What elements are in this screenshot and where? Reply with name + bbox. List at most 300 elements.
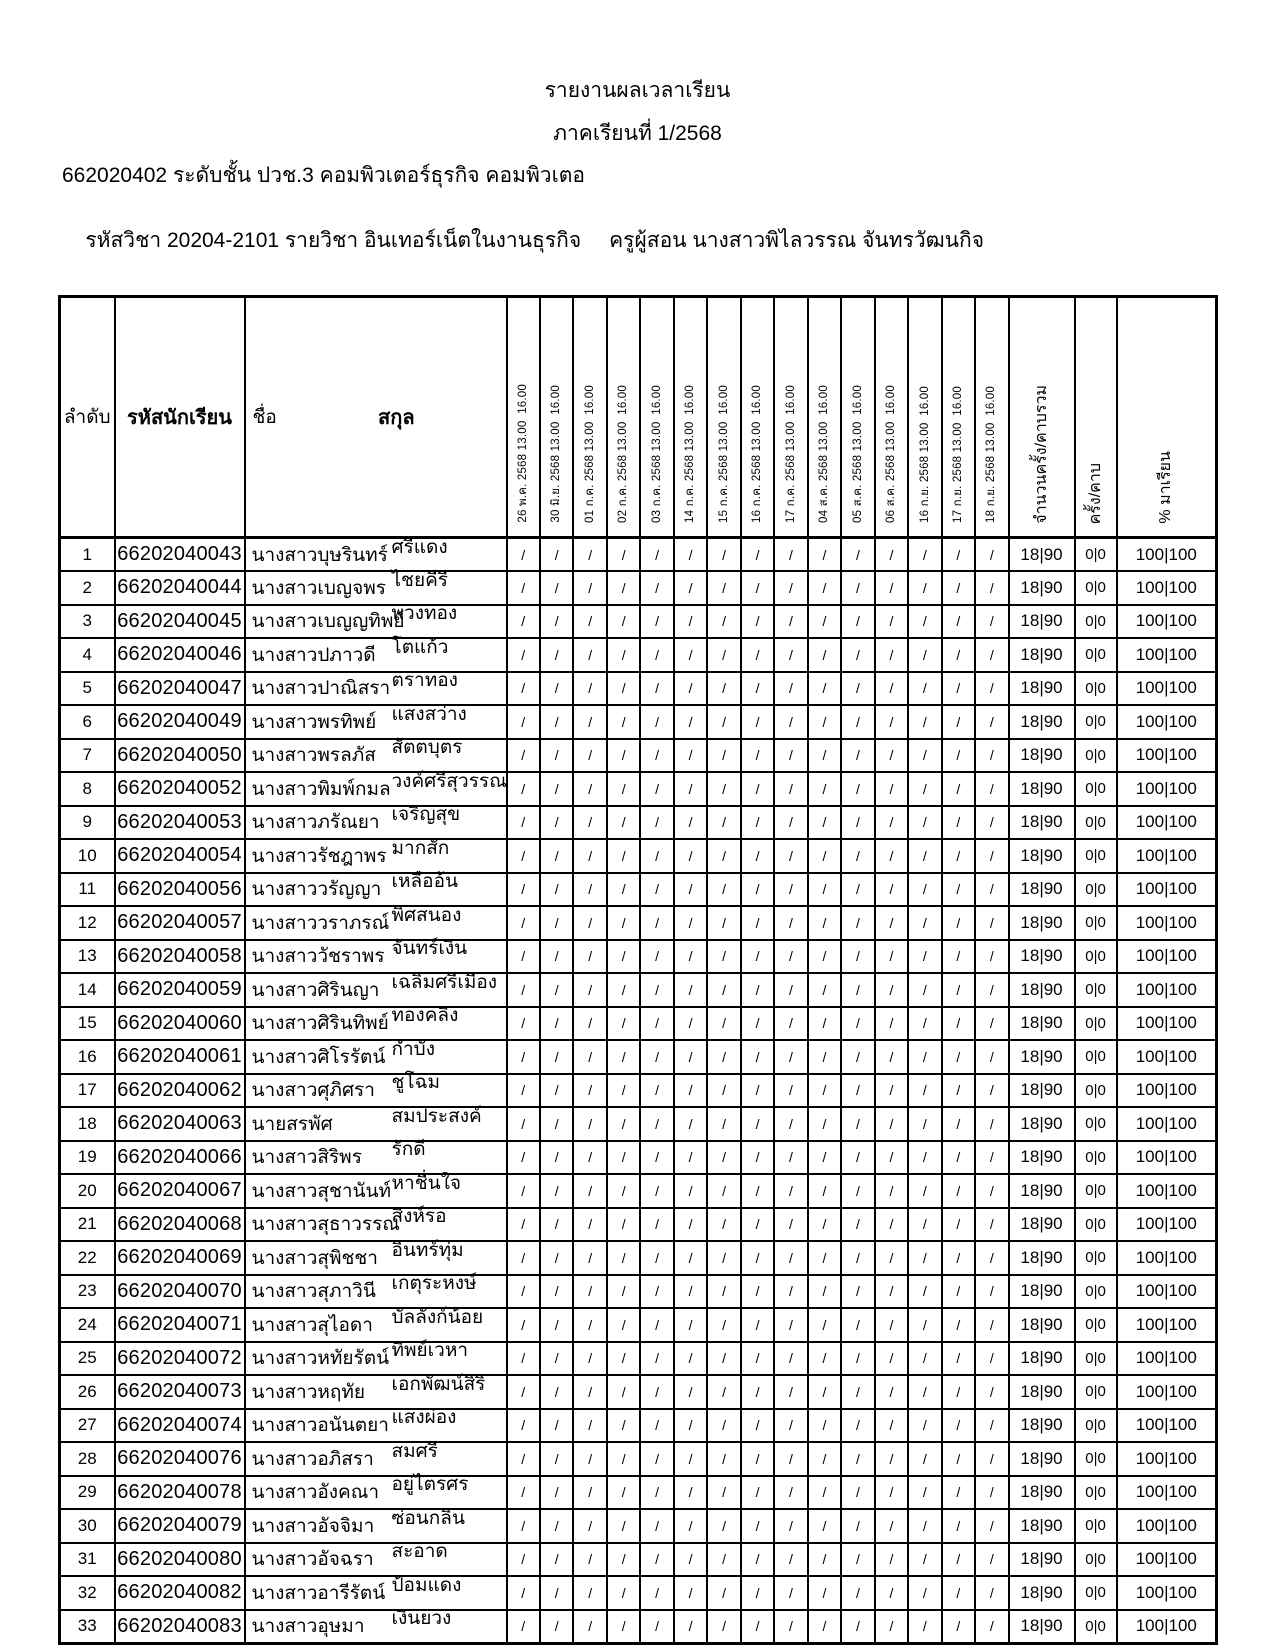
attendance-mark: / [875,906,908,940]
attendance-mark: / [841,1308,874,1342]
absent-count: 0|0 [1075,605,1117,639]
attendance-mark: / [607,538,640,572]
attendance-mark: / [975,839,1008,873]
table-row [60,906,1217,940]
attendance-mark: / [908,571,941,605]
attendance-mark: / [607,1409,640,1443]
attendance-mark: / [975,1442,1008,1476]
last-name: ชูโฉม [391,1072,441,1094]
first-name: นางสาวพรลภัส [251,745,376,767]
absent-count: 0|0 [1075,839,1117,873]
attendance-mark: / [942,1610,975,1644]
first-name: นางสาวสิริพร [251,1147,362,1169]
attendance-mark: / [808,1007,841,1041]
last-name: วงค์ศรีสุวรรณ [391,770,507,792]
total-count: 18|90 [1009,1174,1075,1208]
attendance-mark: / [674,1141,707,1175]
attendance-mark: / [774,940,807,974]
attendance-mark: / [540,1610,573,1644]
attendance-percent: 100|100 [1117,806,1217,840]
first-name: นางสาวปภาวดี [251,644,376,666]
table-row [60,1342,1217,1376]
attendance-mark: / [908,1375,941,1409]
attendance-mark: / [975,571,1008,605]
student-name [245,940,507,974]
row-number: 14 [60,973,115,1007]
attendance-mark: / [640,1275,673,1309]
attendance-mark: / [540,538,573,572]
total-count: 18|90 [1009,605,1075,639]
attendance-mark: / [573,1543,606,1577]
absent-count: 0|0 [1075,1040,1117,1074]
attendance-mark: / [507,1208,540,1242]
attendance-mark: / [875,1409,908,1443]
attendance-mark: / [774,605,807,639]
attendance-mark: / [607,672,640,706]
student-name [245,705,507,739]
attendance-mark: / [908,638,941,672]
attendance-mark: / [674,1409,707,1443]
last-name: สมศรี [391,1440,438,1462]
attendance-mark: / [640,1241,673,1275]
first-name: นางสาวสุพิชชา [251,1247,378,1269]
date-header-label: 26 พ.ค. 2568 13.00 16.00 [516,384,529,523]
student-name [245,1476,507,1510]
last-name: เจริญสุข [391,804,461,826]
date-header-label: 30 มิ.ย. 2568 13.00 16.00 [550,385,563,523]
attendance-mark: / [707,1007,740,1041]
first-name: นางสาวศิรินญา [251,979,380,1001]
attendance-mark: / [841,672,874,706]
attendance-mark: / [908,1342,941,1376]
student-name [245,873,507,907]
attendance-mark: / [507,1375,540,1409]
first-name: นางสาวพรทิพย์ [251,711,377,733]
attendance-mark: / [640,1509,673,1543]
attendance-mark: / [607,1107,640,1141]
attendance-mark: / [942,605,975,639]
attendance-mark: / [573,806,606,840]
attendance-mark: / [908,1275,941,1309]
attendance-mark: / [674,1074,707,1108]
table-row [60,672,1217,706]
absent-count: 0|0 [1075,906,1117,940]
attendance-mark: / [640,1610,673,1644]
row-number: 12 [60,906,115,940]
attendance-mark: / [640,839,673,873]
attendance-mark: / [908,772,941,806]
attendance-mark: / [741,739,774,773]
attendance-mark: / [640,1040,673,1074]
absent-count: 0|0 [1075,1610,1117,1644]
student-name [245,1275,507,1309]
attendance-mark: / [841,1007,874,1041]
attendance-mark: / [607,1040,640,1074]
attendance-mark: / [975,1610,1008,1644]
col-no-label: ลำดับ [63,407,111,428]
col-date-12 [875,297,908,538]
attendance-mark: / [507,1174,540,1208]
col-name [245,297,507,538]
attendance-mark: / [507,672,540,706]
attendance-mark: / [674,1007,707,1041]
first-name: นางสาวรัชฎาพร [251,845,387,867]
absent-count: 0|0 [1075,940,1117,974]
attendance-mark: / [507,1543,540,1577]
student-name [245,1509,507,1543]
attendance-mark: / [540,1208,573,1242]
attendance-percent: 100|100 [1117,839,1217,873]
attendance-mark: / [707,1576,740,1610]
attendance-mark: / [573,839,606,873]
attendance-mark: / [808,873,841,907]
attendance-mark: / [540,873,573,907]
attendance-mark: / [607,1509,640,1543]
last-name: บัลลังก์น้อย [391,1306,484,1328]
attendance-mark: / [875,1476,908,1510]
student-name [245,1308,507,1342]
attendance-mark: / [774,1409,807,1443]
student-id: 66202040072 [115,1342,245,1376]
student-id: 66202040046 [115,638,245,672]
col-last-name-label: สกุล [378,407,415,429]
attendance-mark: / [640,571,673,605]
absent-count: 0|0 [1075,1342,1117,1376]
attendance-mark: / [774,1375,807,1409]
course-info-line [62,200,1275,281]
attendance-mark: / [640,1141,673,1175]
attendance-mark: / [640,1208,673,1242]
attendance-mark: / [942,1409,975,1443]
attendance-mark: / [540,672,573,706]
attendance-mark: / [875,1074,908,1108]
attendance-percent: 100|100 [1117,739,1217,773]
student-id: 66202040067 [115,1174,245,1208]
attendance-mark: / [841,873,874,907]
last-name: พิศสนอง [391,904,462,926]
date-header-label: 17 ก.ค. 2568 13.00 16.00 [784,385,797,523]
first-name: นางสาวศุภิศรา [251,1080,375,1102]
attendance-mark: / [975,1074,1008,1108]
table-row [60,1610,1217,1644]
col-date-14 [942,297,975,538]
attendance-mark: / [741,940,774,974]
attendance-mark: / [640,1375,673,1409]
row-number: 8 [60,772,115,806]
attendance-mark: / [875,1241,908,1275]
attendance-mark: / [975,672,1008,706]
total-count: 18|90 [1009,1409,1075,1443]
absent-count: 0|0 [1075,1442,1117,1476]
table-row [60,1442,1217,1476]
attendance-mark: / [975,1375,1008,1409]
attendance-mark: / [540,739,573,773]
attendance-mark: / [875,1610,908,1644]
attendance-mark: / [942,672,975,706]
attendance-mark: / [707,1442,740,1476]
table-row [60,1275,1217,1309]
attendance-mark: / [674,1308,707,1342]
attendance-mark: / [741,638,774,672]
attendance-mark: / [875,1275,908,1309]
attendance-mark: / [942,906,975,940]
attendance-mark: / [908,1576,941,1610]
last-name: ป้อมแดง [391,1574,462,1596]
attendance-mark: / [975,1409,1008,1443]
attendance-mark: / [741,1375,774,1409]
last-name: แสงสว่าง [391,703,467,725]
attendance-percent: 100|100 [1117,1342,1217,1376]
attendance-mark: / [707,1107,740,1141]
attendance-mark: / [975,1174,1008,1208]
row-number: 21 [60,1208,115,1242]
attendance-mark: / [674,1208,707,1242]
attendance-mark: / [741,973,774,1007]
attendance-mark: / [573,1610,606,1644]
col-date-13 [908,297,941,538]
attendance-mark: / [573,672,606,706]
attendance-mark: / [975,538,1008,572]
attendance-mark: / [573,739,606,773]
attendance-mark: / [607,973,640,1007]
attendance-mark: / [507,605,540,639]
date-header-label: 16 ก.ย. 2568 13.00 16.00 [918,386,931,523]
attendance-mark: / [607,1476,640,1510]
attendance-mark: / [640,1107,673,1141]
attendance-mark: / [975,1007,1008,1041]
total-count: 18|90 [1009,1107,1075,1141]
attendance-mark: / [640,1576,673,1610]
attendance-mark: / [540,1442,573,1476]
attendance-mark: / [774,1241,807,1275]
absent-count: 0|0 [1075,1107,1117,1141]
attendance-mark: / [507,1275,540,1309]
attendance-mark: / [540,1040,573,1074]
total-count: 18|90 [1009,538,1075,572]
col-first-name-label: ชื่อ [252,407,277,428]
attendance-mark: / [841,1174,874,1208]
attendance-mark: / [808,1509,841,1543]
class-info-line: 662020402 ระดับชั้น ปวช.3 คอมพิวเตอร์ธุรกิจ คอมพิวเตอ [62,164,586,187]
attendance-mark: / [640,638,673,672]
attendance-percent: 100|100 [1117,1074,1217,1108]
absent-count: 0|0 [1075,1576,1117,1610]
attendance-mark: / [908,1476,941,1510]
attendance-mark: / [774,672,807,706]
attendance-percent: 100|100 [1117,571,1217,605]
student-id: 66202040071 [115,1308,245,1342]
attendance-mark: / [707,1375,740,1409]
attendance-mark: / [774,1107,807,1141]
attendance-mark: / [507,1040,540,1074]
attendance-mark: / [774,1576,807,1610]
attendance-mark: / [975,605,1008,639]
row-number: 6 [60,705,115,739]
attendance-mark: / [741,1141,774,1175]
attendance-mark: / [942,1141,975,1175]
attendance-mark: / [975,1576,1008,1610]
attendance-mark: / [875,638,908,672]
attendance-mark: / [908,672,941,706]
attendance-mark: / [674,906,707,940]
student-id: 66202040059 [115,973,245,1007]
attendance-mark: / [707,638,740,672]
attendance-mark: / [942,1241,975,1275]
attendance-mark: / [875,705,908,739]
attendance-mark: / [573,940,606,974]
last-name: ทิพย์เวหา [391,1340,469,1362]
attendance-mark: / [841,940,874,974]
semester-subtitle: ภาคเรียนที่ 1/2568 [553,122,722,145]
table-row [60,605,1217,639]
table-row [60,638,1217,672]
student-id: 66202040063 [115,1107,245,1141]
attendance-mark: / [640,705,673,739]
date-header-label: 05 ส.ค. 2568 13.00 16.00 [851,384,864,523]
attendance-mark: / [841,1208,874,1242]
attendance-mark: / [674,1543,707,1577]
first-name: นางสาวสุไอดา [251,1314,373,1336]
table-row [60,772,1217,806]
attendance-mark: / [774,1007,807,1041]
attendance-mark: / [674,1476,707,1510]
last-name: กำบัง [391,1038,436,1060]
attendance-mark: / [607,1308,640,1342]
col-no [60,297,115,538]
col-date-11 [841,297,874,538]
attendance-mark: / [774,1543,807,1577]
attendance-mark: / [640,873,673,907]
attendance-mark: / [674,1610,707,1644]
attendance-mark: / [942,973,975,1007]
last-name: เกตุระหงษ์ [391,1273,477,1295]
attendance-mark: / [875,672,908,706]
first-name: นางสาวปาณิสรา [251,678,391,700]
attendance-mark: / [707,1409,740,1443]
attendance-mark: / [808,806,841,840]
attendance-mark: / [540,940,573,974]
student-name [245,1543,507,1577]
total-count: 18|90 [1009,1610,1075,1644]
attendance-mark: / [507,1141,540,1175]
attendance-mark: / [875,739,908,773]
last-name: สัตตบุตร [391,737,463,759]
attendance-mark: / [573,772,606,806]
total-count: 18|90 [1009,1141,1075,1175]
attendance-mark: / [908,1442,941,1476]
attendance-mark: / [507,1476,540,1510]
first-name: นางสาวศิโรรัตน์ [251,1046,386,1068]
attendance-mark: / [640,1543,673,1577]
attendance-mark: / [674,1241,707,1275]
attendance-mark: / [573,1342,606,1376]
attendance-mark: / [607,906,640,940]
attendance-percent: 100|100 [1117,1308,1217,1342]
student-name [245,1241,507,1275]
attendance-mark: / [875,1007,908,1041]
attendance-mark: / [540,571,573,605]
attendance-mark: / [674,1174,707,1208]
attendance-mark: / [841,705,874,739]
date-header-label: 02 ก.ค. 2568 13.00 16.00 [617,385,630,523]
attendance-mark: / [975,873,1008,907]
row-number: 7 [60,739,115,773]
attendance-mark: / [942,1074,975,1108]
attendance-mark: / [975,1208,1008,1242]
attendance-mark: / [942,1007,975,1041]
total-count: 18|90 [1009,1040,1075,1074]
absent-count: 0|0 [1075,1174,1117,1208]
attendance-mark: / [640,739,673,773]
last-name: หาชื่นใจ [391,1172,461,1194]
first-name: นางสาวสุธาวรรณ [251,1214,400,1236]
table-row [60,940,1217,974]
attendance-mark: / [640,672,673,706]
absent-count: 0|0 [1075,1241,1117,1275]
attendance-mark: / [841,839,874,873]
attendance-mark: / [808,672,841,706]
attendance-mark: / [975,739,1008,773]
attendance-mark: / [540,1576,573,1610]
attendance-mark: / [674,1375,707,1409]
attendance-mark: / [507,1308,540,1342]
attendance-mark: / [975,1342,1008,1376]
first-name: นางสาวอัจจิมา [251,1515,375,1537]
attendance-mark: / [774,839,807,873]
attendance-mark: / [741,1275,774,1309]
attendance-mark: / [942,1375,975,1409]
header-row [60,297,1217,538]
attendance-mark: / [640,1442,673,1476]
student-name [245,672,507,706]
attendance-mark: / [607,1342,640,1376]
student-id: 66202040078 [115,1476,245,1510]
attendance-mark: / [841,1442,874,1476]
attendance-mark: / [841,1241,874,1275]
attendance-mark: / [841,1074,874,1108]
attendance-mark: / [540,705,573,739]
attendance-percent: 100|100 [1117,940,1217,974]
attendance-mark: / [507,772,540,806]
attendance-mark: / [841,1409,874,1443]
attendance-mark: / [640,538,673,572]
date-header-label: 16 ก.ค. 2568 13.00 16.00 [751,385,764,523]
attendance-mark: / [540,1308,573,1342]
attendance-mark: / [975,940,1008,974]
attendance-mark: / [808,1342,841,1376]
attendance-mark: / [774,1342,807,1376]
absent-count: 0|0 [1075,638,1117,672]
attendance-mark: / [908,1141,941,1175]
attendance-mark: / [674,772,707,806]
absent-count: 0|0 [1075,772,1117,806]
col-date-7 [707,297,740,538]
attendance-mark: / [875,873,908,907]
student-id: 66202040047 [115,672,245,706]
col-total-label: จำนวนครั้ง/คาบรวม [1032,385,1050,524]
student-name [245,906,507,940]
attendance-mark: / [774,873,807,907]
attendance-mark: / [908,1074,941,1108]
attendance-mark: / [908,1174,941,1208]
attendance-mark: / [741,873,774,907]
attendance-mark: / [573,1241,606,1275]
attendance-mark: / [573,906,606,940]
absent-count: 0|0 [1075,1375,1117,1409]
attendance-mark: / [741,538,774,572]
attendance-mark: / [640,940,673,974]
student-id: 66202040056 [115,873,245,907]
